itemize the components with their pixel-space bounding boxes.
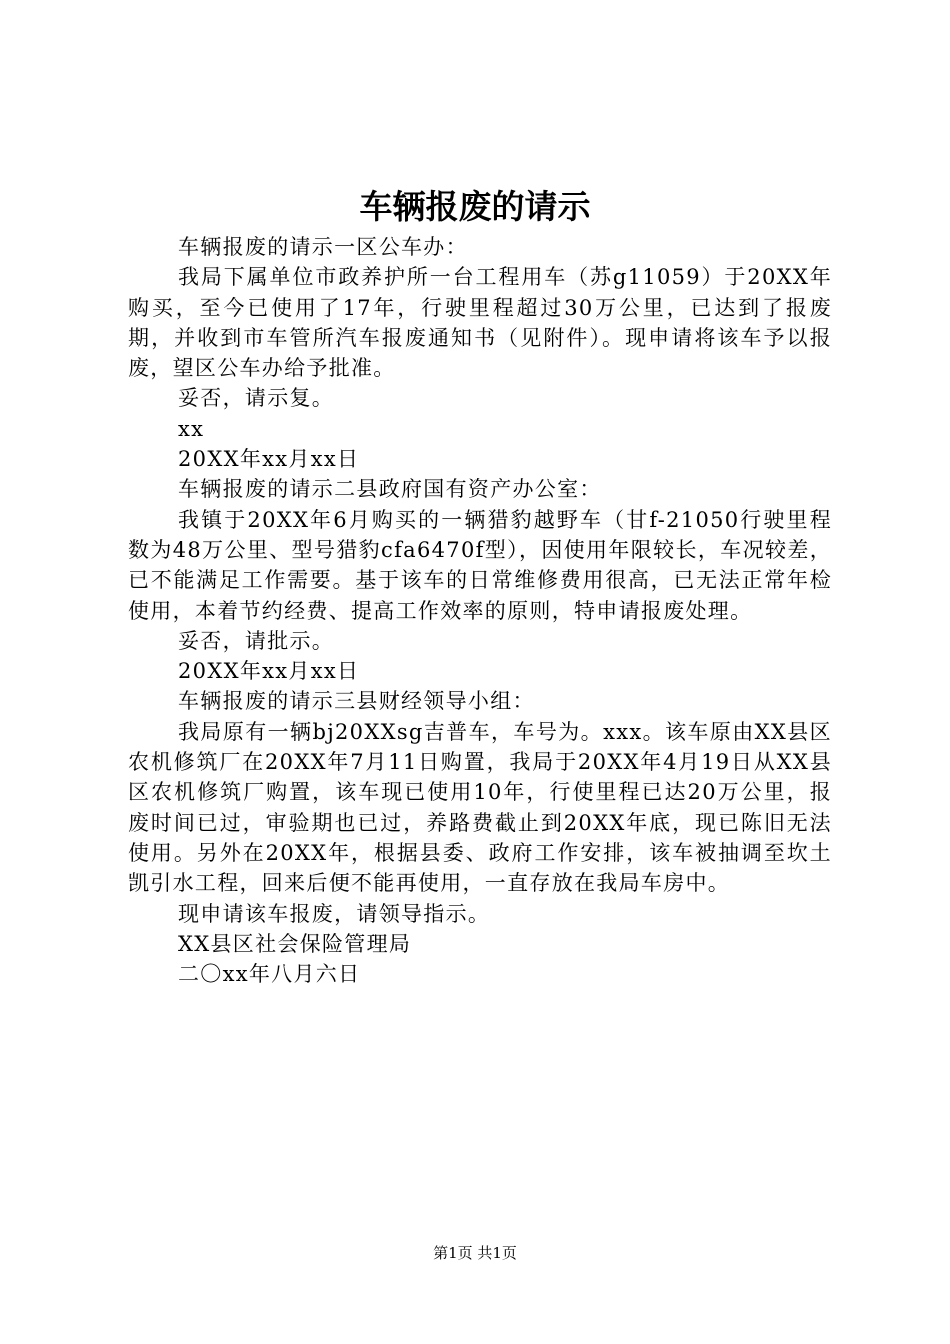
- paragraph-2: 我局下属单位市政养护所一台工程用车（苏g11059）于20XX年购买，至今已使用了17年，行驶里程超过30万公里，已达到了报废期，并收到市车管所汽车报废通知书（见附件）。现申请将该车予以报废，望区公车办给予批准。: [128, 265, 832, 381]
- paragraph-8: 妥否，请批示。: [178, 628, 335, 653]
- paragraph-11: 我局原有一辆bj20XXsg吉普车，车号为。xxx。该车原由XX县区农机修筑厂在20XX年7月11日购置，我局于20XX年4月19日从XX县区农机修筑厂购置，该车现已使用10年，行使里程已达20万公里，报废时间已过，审验期也已过，养路费截止到20XX年底，现已陈旧无法使用。另外在20XX年，根据县委、政府工作安排，该车被抽调至坎土凯引水工程，回来后便不能再使用，一直存放在我局车房中。: [128, 719, 832, 896]
- document-title: 车辆报废的请示: [359, 187, 591, 226]
- document-body: [128, 232, 832, 989]
- paragraph-10: 车辆报废的请示三县财经领导小组：: [178, 689, 535, 714]
- paragraph-12: 现申请该车报废，请领导指示。: [178, 901, 491, 926]
- paragraph-9: 20XX年xx月xx日: [178, 659, 360, 684]
- paragraph-1: 车辆报废的请示一区公车办：: [178, 235, 468, 259]
- page-number-footer: 第1页 共1页: [433, 1244, 517, 1262]
- paragraph-14: 二〇xx年八月六日: [178, 962, 361, 987]
- paragraph-4: xx: [178, 416, 205, 441]
- paragraph-6: 车辆报废的请示二县政府国有资产办公室：: [178, 477, 602, 502]
- paragraph-7: 我镇于20XX年6月购买的一辆猎豹越野车（甘f-21050行驶里程数为48万公里、型号猎豹cfa6470f型），因使用年限较长，车况较差，已不能满足工作需要。基于该车的日常维修费用很高，已无法正常年检使用，本着节约经费、提高工作效率的原则，特申请报废处理。: [128, 507, 832, 623]
- paragraph-5: 20XX年xx月xx日: [178, 447, 360, 472]
- paragraph-3: 妥否，请示复。: [178, 386, 335, 411]
- paragraph-13: XX县区社会保险管理局: [178, 931, 412, 956]
